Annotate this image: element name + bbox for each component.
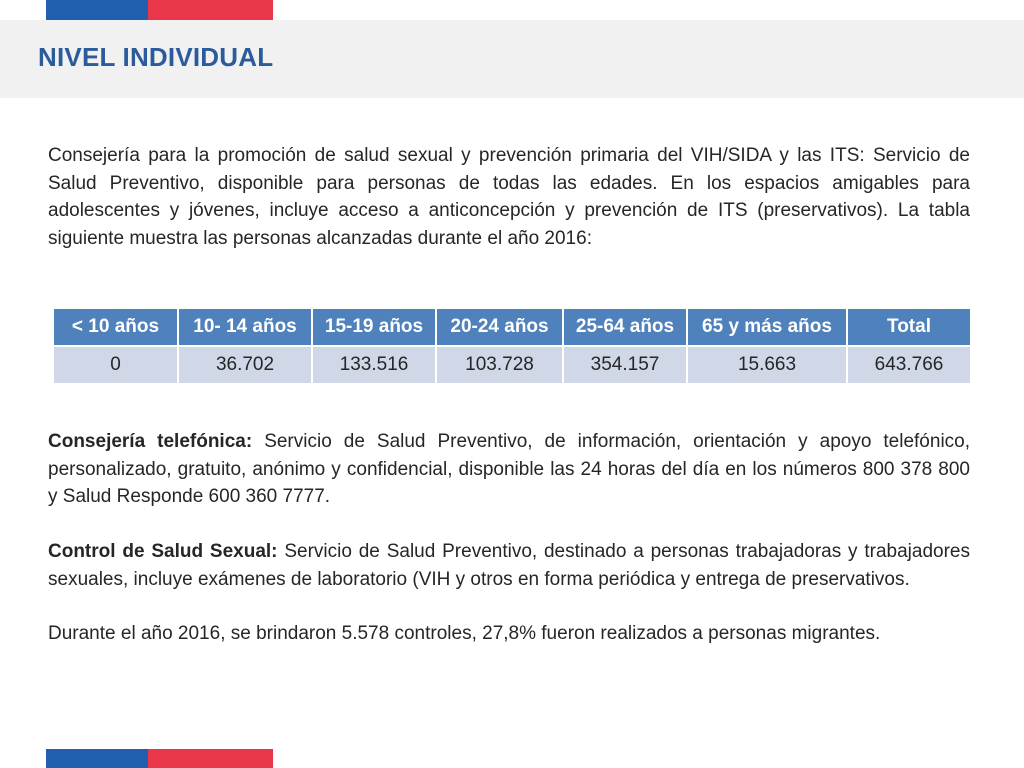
- table-row: [54, 346, 970, 383]
- table-header-cell: 15-19 años: [312, 309, 436, 346]
- telefonica-text: Servicio de Salud Preventivo, de información, orientación y apoyo telefónico, personalizado, gratuito, anónimo y confidencial, disponible las 24 horas del día en los números 800 378 800 y Salud Responde 600 360 7777.: [48, 431, 971, 507]
- control-text: Servicio de Salud Preventivo, destinado a personas trabajadoras y trabajadores sexuales, incluye exámenes de laboratorio (VIH y otros en forma periódica y entrega de preservativos.: [48, 541, 970, 590]
- table-header-cell: 65 y más años: [687, 309, 847, 346]
- flag-stripe-bottom: [46, 749, 273, 768]
- table-header-cell: 10- 14 años: [178, 309, 312, 346]
- table-cell: 133.516: [312, 346, 436, 383]
- table-cell: 15.663: [687, 346, 847, 383]
- table-header-cell: 20-24 años: [436, 309, 563, 346]
- page-title: NIVEL INDIVIDUAL: [38, 42, 274, 72]
- table-header-cell: Total: [847, 309, 970, 346]
- table-cell: 354.157: [563, 346, 687, 383]
- table-header-row: [54, 309, 970, 346]
- table-cell: 0: [54, 346, 178, 383]
- age-group-table: [54, 309, 970, 383]
- flag-stripe-top: [46, 0, 273, 20]
- table-cell: 36.702: [178, 346, 312, 383]
- control-paragraph: [48, 538, 970, 593]
- flag-red-segment: [148, 0, 273, 20]
- flag-red-segment: [148, 749, 273, 768]
- flag-blue-segment: [46, 749, 148, 768]
- table-cell: 643.766: [847, 346, 970, 383]
- intro-paragraph: Consejería para la promoción de salud sexual y prevención primaria del VIH/SIDA y las ITS: Servicio de Salud Preventivo, disponible para personas de todas las edades. En los espacios amigables para adolescentes y jóvenes, incluye acceso a anticoncepción y prevención de ITS (preservativos). La tabla siguiente muestra las personas alcanzadas durante el año 2016:: [48, 145, 970, 249]
- table-header-cell: < 10 años: [54, 309, 178, 346]
- table-header-cell: 25-64 años: [563, 309, 687, 346]
- telefonica-label: Consejería telefónica:: [48, 431, 253, 452]
- table-cell: 103.728: [436, 346, 563, 383]
- control-label: Control de Salud Sexual:: [48, 541, 278, 562]
- telefonica-paragraph: [48, 428, 970, 511]
- flag-blue-segment: [46, 0, 148, 20]
- controles-paragraph: Durante el año 2016, se brindaron 5.578 controles, 27,8% fueron realizados a personas migrantes.: [48, 623, 881, 644]
